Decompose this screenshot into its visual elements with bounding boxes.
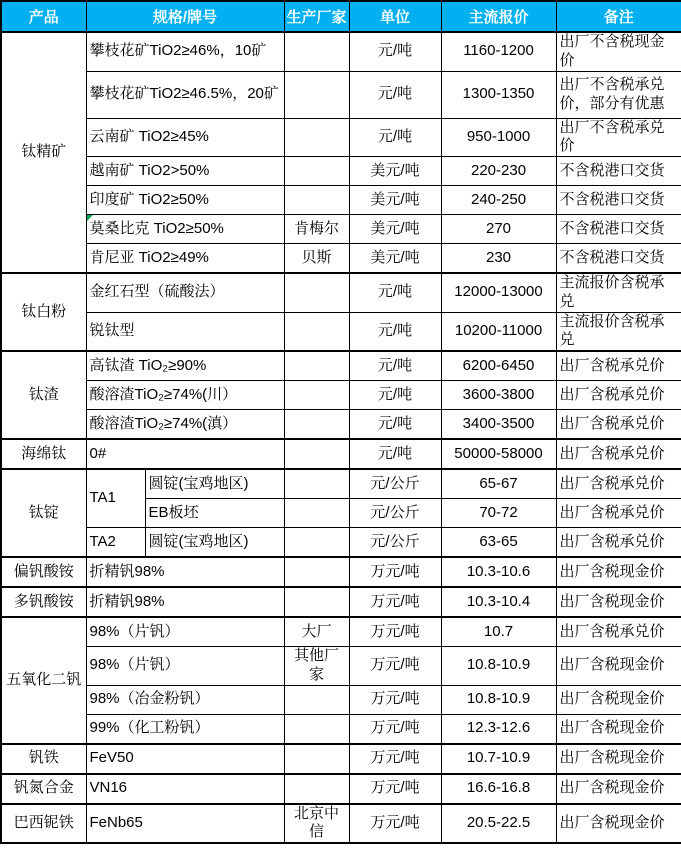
price-cell: 950-1000 bbox=[441, 118, 556, 157]
table-row bbox=[1, 351, 681, 381]
spec-cell: 圆锭(宝鸡地区) bbox=[145, 469, 284, 499]
product-cell: 钒氮合金 bbox=[1, 774, 86, 804]
note-cell: 主流报价含税承兑 bbox=[556, 312, 681, 351]
note-cell: 出厂不含税现金价 bbox=[556, 32, 681, 71]
grade-cell: TA1 bbox=[86, 469, 145, 528]
spec-cell: 98%（片钒） bbox=[86, 647, 284, 686]
price-cell: 10200-11000 bbox=[441, 312, 556, 351]
unit-cell: 元/吨 bbox=[349, 312, 441, 351]
maker-cell bbox=[284, 685, 349, 714]
cell-comment-marker-icon bbox=[87, 215, 93, 221]
maker-cell bbox=[284, 469, 349, 499]
unit-cell: 元/吨 bbox=[349, 273, 441, 312]
maker-cell bbox=[284, 744, 349, 774]
table-row bbox=[1, 381, 681, 410]
product-cell: 五氧化二钒 bbox=[1, 617, 86, 744]
table-row bbox=[1, 186, 681, 215]
note-cell: 出厂含税现金价 bbox=[556, 744, 681, 774]
maker-cell: 大厂 bbox=[284, 617, 349, 647]
note-cell: 出厂含税承兑价 bbox=[556, 469, 681, 499]
product-cell: 钛精矿 bbox=[1, 32, 86, 273]
note-cell: 出厂含税承兑价 bbox=[556, 381, 681, 410]
product-cell: 钒铁 bbox=[1, 744, 86, 774]
table-row bbox=[1, 273, 681, 312]
table-row bbox=[1, 587, 681, 617]
spec-cell: 99%（化工粉钒） bbox=[86, 714, 284, 744]
product-cell: 偏钒酸铵 bbox=[1, 557, 86, 587]
table-header bbox=[1, 1, 681, 32]
spec-cell: 锐钛型 bbox=[86, 312, 284, 351]
note-cell: 出厂含税现金价 bbox=[556, 587, 681, 617]
unit-cell: 美元/吨 bbox=[349, 244, 441, 274]
note-cell: 不含税港口交货 bbox=[556, 186, 681, 215]
note-cell: 出厂含税现金价 bbox=[556, 647, 681, 686]
maker-cell bbox=[284, 587, 349, 617]
price-cell: 230 bbox=[441, 244, 556, 274]
price-cell: 10.8-10.9 bbox=[441, 685, 556, 714]
spec-cell: 折精钒98% bbox=[86, 557, 284, 587]
unit-cell: 万元/吨 bbox=[349, 587, 441, 617]
price-cell: 270 bbox=[441, 215, 556, 244]
maker-cell bbox=[284, 557, 349, 587]
price-cell: 63-65 bbox=[441, 528, 556, 558]
unit-cell: 元/公斤 bbox=[349, 528, 441, 558]
unit-cell: 元/公斤 bbox=[349, 499, 441, 528]
spec-cell: 攀枝花矿TiO2≥46%，10矿 bbox=[86, 32, 284, 71]
spec-cell: 酸溶渣TiO₂≥74%(滇） bbox=[86, 410, 284, 440]
spec-cell: 肯尼亚 TiO2≥49% bbox=[86, 244, 284, 274]
spec-cell: FeV50 bbox=[86, 744, 284, 774]
unit-cell: 万元/吨 bbox=[349, 617, 441, 647]
maker-cell: 北京中信 bbox=[284, 804, 349, 844]
spec-cell: 高钛渣 TiO₂≥90% bbox=[86, 351, 284, 381]
note-cell: 出厂含税现金价 bbox=[556, 714, 681, 744]
table-row bbox=[1, 71, 681, 118]
unit-cell: 美元/吨 bbox=[349, 215, 441, 244]
table-row bbox=[1, 439, 681, 469]
table-row bbox=[1, 157, 681, 186]
product-cell: 钛渣 bbox=[1, 351, 86, 439]
maker-cell bbox=[284, 381, 349, 410]
note-cell: 不含税港口交货 bbox=[556, 157, 681, 186]
maker-cell: 贝斯 bbox=[284, 244, 349, 274]
note-cell: 出厂含税现金价 bbox=[556, 774, 681, 804]
unit-cell: 元/吨 bbox=[349, 118, 441, 157]
note-cell: 主流报价含税承兑 bbox=[556, 273, 681, 312]
table-row bbox=[1, 685, 681, 714]
unit-cell: 万元/吨 bbox=[349, 774, 441, 804]
price-cell: 220-230 bbox=[441, 157, 556, 186]
table-row bbox=[1, 410, 681, 440]
spec-cell: 0# bbox=[86, 439, 284, 469]
product-cell: 钛锭 bbox=[1, 469, 86, 557]
table-row bbox=[1, 774, 681, 804]
column-header-unit: 单位 bbox=[349, 1, 441, 32]
maker-cell bbox=[284, 186, 349, 215]
spec-cell: 攀枝花矿TiO2≥46.5%，20矿 bbox=[86, 71, 284, 118]
price-cell: 240-250 bbox=[441, 186, 556, 215]
note-cell: 出厂含税现金价 bbox=[556, 557, 681, 587]
price-cell: 10.8-10.9 bbox=[441, 647, 556, 686]
unit-cell: 元/吨 bbox=[349, 439, 441, 469]
maker-cell bbox=[284, 439, 349, 469]
note-cell: 出厂不含税承兑价，部分有优惠 bbox=[556, 71, 681, 118]
unit-cell: 元/吨 bbox=[349, 351, 441, 381]
table-row bbox=[1, 647, 681, 686]
table-row bbox=[1, 714, 681, 744]
maker-cell bbox=[284, 714, 349, 744]
price-cell: 10.3-10.4 bbox=[441, 587, 556, 617]
unit-cell: 元/公斤 bbox=[349, 469, 441, 499]
maker-cell bbox=[284, 410, 349, 440]
table-row bbox=[1, 744, 681, 774]
table-row bbox=[1, 32, 681, 71]
price-cell: 10.3-10.6 bbox=[441, 557, 556, 587]
table-row bbox=[1, 312, 681, 351]
price-cell: 20.5-22.5 bbox=[441, 804, 556, 844]
note-cell: 出厂含税现金价 bbox=[556, 685, 681, 714]
note-cell: 不含税港口交货 bbox=[556, 244, 681, 274]
spec-cell: 酸溶渣TiO₂≥74%(川） bbox=[86, 381, 284, 410]
price-cell: 65-67 bbox=[441, 469, 556, 499]
spec-cell: EB板坯 bbox=[145, 499, 284, 528]
spec-cell: 金红石型（硫酸法） bbox=[86, 273, 284, 312]
maker-cell bbox=[284, 157, 349, 186]
spec-cell: 98%（片钒） bbox=[86, 617, 284, 647]
table-row bbox=[1, 804, 681, 844]
spec-cell: 莫桑比克 TiO2≥50% bbox=[86, 215, 284, 244]
price-cell: 16.6-16.8 bbox=[441, 774, 556, 804]
spec-cell: 圆锭(宝鸡地区) bbox=[145, 528, 284, 558]
header-row bbox=[1, 1, 681, 32]
spec-cell: 云南矿 TiO2≥45% bbox=[86, 118, 284, 157]
table-row bbox=[1, 557, 681, 587]
unit-cell: 万元/吨 bbox=[349, 804, 441, 844]
maker-cell bbox=[284, 499, 349, 528]
spec-cell: VN16 bbox=[86, 774, 284, 804]
unit-cell: 万元/吨 bbox=[349, 685, 441, 714]
spec-cell: 越南矿 TiO2>50% bbox=[86, 157, 284, 186]
product-cell: 海绵钛 bbox=[1, 439, 86, 469]
note-cell: 不含税港口交货 bbox=[556, 215, 681, 244]
price-cell: 6200-6450 bbox=[441, 351, 556, 381]
table-body bbox=[1, 32, 681, 843]
unit-cell: 元/吨 bbox=[349, 32, 441, 71]
column-header-price: 主流报价 bbox=[441, 1, 556, 32]
unit-cell: 元/吨 bbox=[349, 410, 441, 440]
maker-cell bbox=[284, 351, 349, 381]
price-cell: 12.3-12.6 bbox=[441, 714, 556, 744]
spec-cell: 印度矿 TiO2≥50% bbox=[86, 186, 284, 215]
unit-cell: 万元/吨 bbox=[349, 744, 441, 774]
maker-cell bbox=[284, 528, 349, 558]
maker-cell: 其他厂家 bbox=[284, 647, 349, 686]
maker-cell bbox=[284, 312, 349, 351]
table-row bbox=[1, 617, 681, 647]
note-cell: 出厂含税承兑价 bbox=[556, 499, 681, 528]
table-row bbox=[1, 215, 681, 244]
unit-cell: 美元/吨 bbox=[349, 186, 441, 215]
unit-cell: 万元/吨 bbox=[349, 557, 441, 587]
note-cell: 出厂含税承兑价 bbox=[556, 351, 681, 381]
price-cell: 10.7 bbox=[441, 617, 556, 647]
price-cell: 3400-3500 bbox=[441, 410, 556, 440]
spec-cell: 折精钒98% bbox=[86, 587, 284, 617]
unit-cell: 万元/吨 bbox=[349, 714, 441, 744]
maker-cell bbox=[284, 118, 349, 157]
note-cell: 出厂不含税承兑价 bbox=[556, 118, 681, 157]
table-row bbox=[1, 469, 681, 499]
column-header-product: 产品 bbox=[1, 1, 86, 32]
maker-cell bbox=[284, 32, 349, 71]
price-cell: 70-72 bbox=[441, 499, 556, 528]
unit-cell: 美元/吨 bbox=[349, 157, 441, 186]
unit-cell: 万元/吨 bbox=[349, 647, 441, 686]
product-cell: 钛白粉 bbox=[1, 273, 86, 351]
note-cell: 出厂含税承兑价 bbox=[556, 617, 681, 647]
table-row bbox=[1, 118, 681, 157]
maker-cell bbox=[284, 774, 349, 804]
price-cell: 10.7-10.9 bbox=[441, 744, 556, 774]
table-row bbox=[1, 244, 681, 274]
note-cell: 出厂含税现金价 bbox=[556, 804, 681, 844]
note-cell: 出厂含税承兑价 bbox=[556, 410, 681, 440]
price-cell: 1160-1200 bbox=[441, 32, 556, 71]
column-header-spec: 规格/牌号 bbox=[86, 1, 284, 32]
spec-cell: FeNb65 bbox=[86, 804, 284, 844]
price-cell: 1300-1350 bbox=[441, 71, 556, 118]
unit-cell: 元/吨 bbox=[349, 381, 441, 410]
note-cell: 出厂含税承兑价 bbox=[556, 439, 681, 469]
maker-cell bbox=[284, 273, 349, 312]
spec-cell: 98%（冶金粉钒） bbox=[86, 685, 284, 714]
column-header-note: 备注 bbox=[556, 1, 681, 32]
product-cell: 巴西铌铁 bbox=[1, 804, 86, 844]
maker-cell bbox=[284, 71, 349, 118]
price-cell: 50000-58000 bbox=[441, 439, 556, 469]
product-cell: 多钒酸铵 bbox=[1, 587, 86, 617]
price-cell: 3600-3800 bbox=[441, 381, 556, 410]
table-row bbox=[1, 528, 681, 558]
unit-cell: 元/吨 bbox=[349, 71, 441, 118]
column-header-maker: 生产厂家 bbox=[284, 1, 349, 32]
note-cell: 出厂含税承兑价 bbox=[556, 528, 681, 558]
price-cell: 12000-13000 bbox=[441, 273, 556, 312]
grade-cell: TA2 bbox=[86, 528, 145, 558]
maker-cell: 肯梅尔 bbox=[284, 215, 349, 244]
